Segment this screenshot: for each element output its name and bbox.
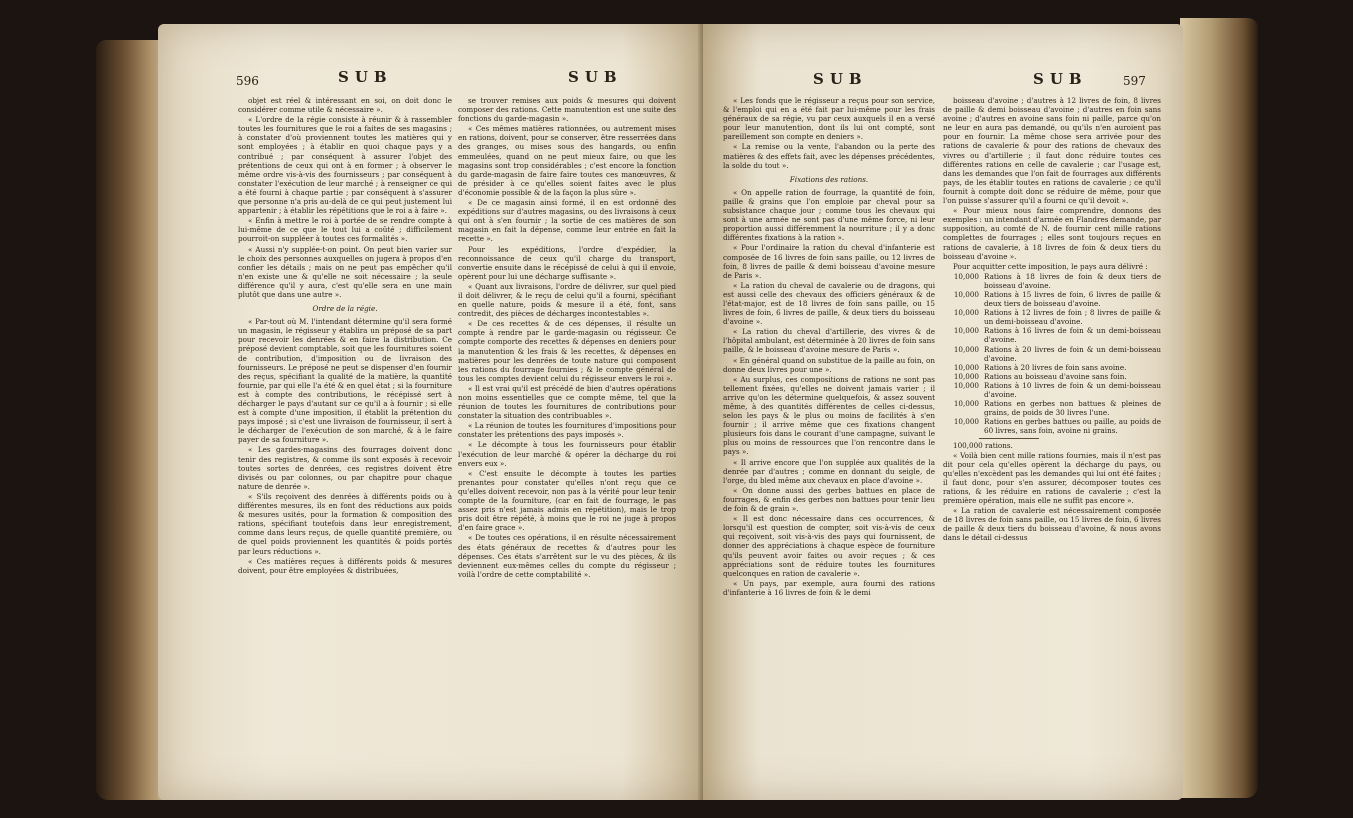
paragraph: « Voilà bien cent mille rations fournies, mais il n'est pas dit pour cela qu'elles opèrent la décharge du pays, ou qu'elles n'excèdent pas les demandes qui lui ont été faites ; il faut donc, pour s'en assurer, décomposer toutes ces rations, & les réduire en rations de cavalerie ; c'est la première opération, mais elle ne suffit pas encore ». [943, 450, 1161, 506]
ration-list-item [943, 417, 1161, 435]
paragraph: Pour acquitter cette imposition, le pays aura délivré : [953, 261, 1148, 271]
right-page [703, 24, 1183, 800]
ration-description: Rations en gerbes battues ou paille, au poids de 60 livres, sans foin, avoine ni grains. [984, 417, 1161, 436]
ration-count: 10,000 [953, 399, 979, 409]
paragraph: « Ces mêmes matières rationnées, ou autrement mises en rations, doivent, pour se conserver, être resserrées dans des granges, ou mises sous des hangards, ou enfin emmeulées, quand on ne peut mieux faire, ou que les magasins sont trop considérables ; c'est encore la fonction du garde-magasin de faire faire toutes ces manœuvres, & de présider à ce qu'elles soient faites avec le plus d'économie possible & de la façon la plus sûre ». [458, 124, 676, 197]
paragraph: « Pour l'ordinaire la ration du cheval d'infanterie est composée de 16 livres de foin sans paille, ou 12 livres de foin, 8 livres de paille & demi boisseau d'avoine mesure de Paris ». [723, 243, 935, 280]
paragraph: Pour les expéditions, l'ordre d'expédier, la reconnoissance de ceux qu'il charge du transport, convertie ensuite dans le récépissé de celui à qui il envoie, opèrent pour lui une décharge suffisante ». [458, 244, 676, 281]
ration-description: Rations à 16 livres de foin & un demi-boisseau d'avoine. [984, 326, 1161, 345]
running-head-right-1: SUB [813, 70, 868, 88]
ration-description: Rations à 15 livres de foin, 6 livres de paille & deux tiers de boisseau d'avoine. [984, 289, 1161, 309]
ration-description: Rations à 12 livres de foin ; 8 livres de paille & un demi-boisseau d'avoine. [984, 308, 1161, 327]
paragraph: « Par-tout où M. l'intendant détermine qu'il sera formé un magasin, le régisseur y établira un préposé de sa part pour recevoir les denrées & en faire la distribution. Ce préposé devient comptable, soit que les fournitures soient de contribution, d'imposition ou de livraison des fournisseurs. Le préposé ne peut se dispenser d'en fournir des reçus, spécifiant la qualité de la matière, la quantité fournie, par qui elle l'a été & en quel état ; si la fourniture est à compte des contributions, le récépissé sert à décharger le pays d'autant sur ce qu'il a à fournir ; si elle est à compte d'une imposition, il établit la prétention du pays imposé ; si c'est une livraison de fournisseur, il sert à le décharger de l'exécution de son marché, & à le faire payer de sa fourniture ». [238, 317, 452, 445]
paragraph: « L'ordre de la régie consiste à réunir & à rassembler toutes les fournitures que le roi a faites de ses magasins ; à constater d'où proviennent toutes les matières qui y sont employées ; à établir en quoi chaque pays y a contribué ; par conséquent à assurer l'objet des prétentions de ceux qui ont à en former ; à observer le même ordre vis-à-vis des fournisseurs ; par conséquent à constater l'exécution de leur marché ; à renseigner ce qui a été fourni à chaque partie ; par conséquent à s'assurer que personne n'a pris au-delà de ce qui peut justement lui appartenir ; à établir les répétitions que le roi a à faire ». [238, 115, 452, 216]
book-edge-left [96, 40, 166, 800]
paragraph: « En général quand on substitue de la paille au foin, on donne deux livres pour une ». [723, 355, 935, 374]
paragraph: « S'ils reçoivent des denrées à différents poids ou à différentes mesures, ils en font des réductions aux poids & mesures usités, pour la formation & composition des rations, spécifiant toutefois dans leur enregistrement, comme dans leurs reçus, de quelle quantité première, ou de quel poids proviennent les quantités & poids portés par leurs réductions ». [238, 491, 452, 556]
paragraph: « La ration du cheval d'artillerie, des vivres & de l'hôpital ambulant, est déterminée à 20 livres de foin sans paille, & le boisseau d'avoine mesure de Paris ». [723, 327, 935, 355]
paragraph: « Les gardes-magasins des fourrages doivent donc tenir des registres, & comme ils sont exposés à recevoir toutes sortes de denrées, ces registres doivent être divisés ou par colonnes, ou par chapitre pour chaque nature de denrée ». [238, 445, 452, 491]
left-column-2 [458, 96, 676, 580]
paragraph: « Enfin à mettre le roi à portée de se rendre compte à lui-même de ce que le tout lui a coûté ; difficilement pourroit-on suppléer à toutes ces formalités ». [238, 216, 452, 244]
paragraph: « De toutes ces opérations, il en résulte nécessairement des états généraux de recettes & d'autres pour les dépenses. Ces états s'arrêtent sur le vu des pièces, & ils deviennent eux-mêmes celles du compte du régisseur ; voilà l'ordre de cette comptabilité ». [458, 533, 676, 579]
paragraph: « Ces matières reçues à différents poids & mesures doivent, pour être employées & distribuées, [238, 556, 452, 575]
paragraph: « Il arrive encore que l'on supplée aux qualités de la denrée par d'autres ; comme en donnant du seigle, de l'orge, du bled même aux chevaux en place d'avoine ». [723, 457, 935, 485]
paragraph: boisseau d'avoine ; d'autres à 12 livres de foin, 8 livres de paille & demi boisseau d'avoine ; d'autres en foin sans avoine ; d'autres en avoine sans foin ni paille, parce qu'on ne leur en aura pas demandé, ou qu'ils n'en auroient pas pour en fournir. La même chose sera arrivée pour des rations de cavalerie & pour des rations de chevaux des vivres ou d'artillerie ; il faut donc réduire toutes ces différentes rations en celle de cavalerie ; car l'usage est, dans les demandes que l'on fait de fourrages aux différents pays, de les établir toutes en rations de cavalerie ; ce qu'il fournit à compte doit donc se réduire de même, pour que l'on puisse s'assurer qu'il a fourni ce qu'il devoit ». [943, 96, 1161, 206]
ration-description: Rations en gerbes non battues & pleines de grains, de poids de 30 livres l'une. [984, 399, 1161, 418]
ration-description: Rations à 18 livres de foin & deux tiers de boisseau d'avoine. [984, 271, 1161, 290]
paragraph: « Au surplus, ces compositions de rations ne sont pas tellement fixées, qu'elles ne doivent jamais varier ; il arrive qu'on les détermine quelquefois, & assez souvent même, à des quantités différentes de celles ci-dessus, selon les pays & le plus ou moins de facilités à s'en fournir ; il arrive même que ces fixations changent plusieurs fois dans le courant d'une campagne, suivant le plus ou moins de ressources que l'on rencontre dans le pays ». [723, 374, 935, 457]
ration-count: 10,000 [953, 371, 979, 381]
page-number-left: 596 [236, 74, 259, 88]
paragraph: « Pour mieux nous faire comprendre, donnons des exemples : un intendant d'armée en Flandres demande, par supposition, au comté de N. de fournir cent mille rations complettes de fourrages ; elles sont toujours reçues en rations de cavalerie, à 18 livres de foin & deux tiers du boisseau d'avoine ». [943, 206, 1162, 261]
left-page [158, 24, 703, 800]
ration-list-item [943, 363, 1161, 372]
book-edge-right [1180, 18, 1258, 798]
paragraph: « La remise ou la vente, l'abandon ou la perte des matières & des effets fait, avec les dépenses précédentes, la solde du tout ». [723, 142, 935, 170]
paragraph: « La ration de cavalerie est nécessairement composée de 18 livres de foin sans paille, ou 15 livres de foin, 6 livres de paille & deux tiers du boisseau d'avoine, & nous avons dans le détail ci-dessus [943, 506, 1161, 543]
ration-count: 10,000 [953, 417, 979, 427]
ration-description: Rations à 20 livres de foin & un demi-boisseau d'avoine. [984, 344, 1161, 363]
left-column-1 [238, 96, 452, 576]
ration-count: 10,000 [953, 271, 979, 281]
ration-count: 10,000 [953, 380, 979, 390]
ration-description: Rations à 10 livres de foin & un demi-boisseau d'avoine. [984, 380, 1161, 399]
sum-rule [979, 438, 1039, 439]
ration-list-item [943, 345, 1161, 363]
paragraph: « La ration du cheval de cavalerie ou de dragons, qui est aussi celle des chevaux des officiers généraux & de l'état-major, est de 18 livres de foin sans paille, ou 15 livres de foin, 6 livres de paille, & deux tiers du boisseau d'avoine ». [723, 280, 935, 327]
right-column-2 [943, 96, 1161, 544]
ration-description: Rations à 20 livres de foin sans avoine. [984, 362, 1127, 372]
paragraph: « De ces recettes & de ces dépenses, il résulte un compte à rendre par le garde-magasin ou régisseur. Ce compte comporte des recettes & dépenses en deniers pour la manutention & les frais & les recettes, & dépenses en matières pour les denrées de toute nature qui composent les rations du fourrage fournies ; & le compte général de tous les comptes devient celui du régisseur envers le roi ». [458, 319, 676, 383]
ration-count: 10,000 [953, 362, 979, 372]
ration-count: 10,000 [953, 289, 979, 299]
paragraph: « C'est ensuite le décompte à toutes les parties prenantes pour constater qu'elles n'ont reçu que ce qu'elles doivent recevoir, non pas à la vérité pour leur tenir compte de la fourniture, (car en fait de fourrage, le pas assez pris n'est jamais admis en répétition), mais le trop pris doit être répété, à moins que le roi ne juge à propos d'en faire grace ». [458, 468, 676, 533]
paragraph: « Le décompte à tous les fournisseurs pour établir l'exécution de leur marché & opérer la décharge du roi envers eux ». [458, 440, 676, 468]
paragraph: « De ce magasin ainsi formé, il en est ordonné des expéditions sur d'autres magasins, ou des livraisons à ceux qui ont à s'en fournir ; la sortie de ces matières de son magasin en fait la dépense, comme leur entrée en fait la recette ». [458, 198, 676, 244]
ration-list-item [943, 308, 1161, 326]
page-number-right: 597 [1123, 74, 1146, 88]
ration-count: 10,000 [953, 344, 979, 354]
ration-description: Rations au boisseau d'avoine sans foin. [984, 371, 1127, 381]
ration-list-item [943, 372, 1161, 381]
ration-list-item [943, 381, 1161, 399]
ration-list-item [943, 326, 1161, 344]
ration-list-item [943, 399, 1161, 417]
paragraph: « Un pays, par exemple, aura fourni des rations d'infanterie à 16 livres de foin & le demi [723, 578, 935, 597]
paragraph: « Les fonds que le régisseur a reçus pour son service, & l'emploi qui en a été fait par lui-même pour les frais généraux de sa régie, vu par ceux auxquels il en a versé pour leur manutention, dont ils lui ont compté, sont pareillement son compte en deniers ». [723, 96, 935, 142]
ration-count: 10,000 [953, 326, 979, 336]
paragraph: objet est réel & intéressant en soi, on doit donc le considérer comme utile & nécessaire ». [238, 96, 452, 115]
section-subheading: Fixations des rations. [789, 174, 869, 184]
paragraph: « La réunion de toutes les fournitures d'impositions pour constater les prétentions des pays imposés ». [458, 421, 677, 440]
section-subheading: Ordre de la régie. [312, 304, 378, 314]
paragraph: « Il est vrai qu'il est précédé de bien d'autres opérations non moins essentielles que ce compte même, tel que la réunion de toutes les fournitures de contributions pour constater la situation des contribuables ». [458, 383, 676, 421]
right-column-1 [723, 96, 935, 598]
running-head-left-1: SUB [338, 68, 393, 86]
paragraph: « On donne aussi des gerbes battues en place de fourrages, & enfin des gerbes non battues pour tenir lieu de foin & de grain ». [723, 485, 935, 514]
paragraph: « Il est donc nécessaire dans ces occurrences, & lorsqu'il est question de compter, soit vis-à-vis de ceux qui reçoivent, soit vis-à-vis des pays qui fournissent, de donner des appréciations à chaque espèce de fourniture qu'ils peuvent avoir faites ou avoir reçues ; & ces appréciations sont de réduire toutes les fournitures quelconques en ration de cavalerie ». [723, 514, 935, 578]
ration-list-item [943, 290, 1161, 308]
running-head-left-2: SUB [568, 68, 623, 86]
ration-list-item [943, 272, 1161, 290]
paragraph: se trouver remises aux poids & mesures qui doivent composer des rations. Cette manutention est une suite des fonctions du garde-magasin ». [458, 96, 676, 124]
ration-total: 100,000 rations. [953, 441, 1013, 451]
paragraph: « Quant aux livraisons, l'ordre de délivrer, sur quel pied il doit délivrer, & le reçu de celui qu'il a fourni, spécifiant en quelle nature, poids & mesure il a été, font, sans contredit, des pièces de décharges incontestables ». [458, 281, 676, 319]
paragraph: « Aussi n'y supplée-t-on point. On peut bien varier sur le choix des personnes auxquelles on jugera à propos d'en confier les détails ; mais on ne peut pas empêcher qu'il n'en existe une & qu'elle ne soit nécessaire ; la seule différence qu'il y aura, c'est qu'elle sera en une main plutôt que dans une autre ». [238, 244, 452, 299]
paragraph: « On appelle ration de fourrage, la quantité de foin, paille & grains que l'on emploie par cheval pour sa subsistance chaque jour ; comme tous les chevaux qui sont à une armée ne sont pas d'une même force, ni leur proportion aussi différemment la nourriture ; il y a donc différentes fixations à la ration ». [723, 187, 935, 243]
ration-count: 10,000 [953, 308, 979, 318]
running-head-right-2: SUB [1033, 70, 1088, 88]
